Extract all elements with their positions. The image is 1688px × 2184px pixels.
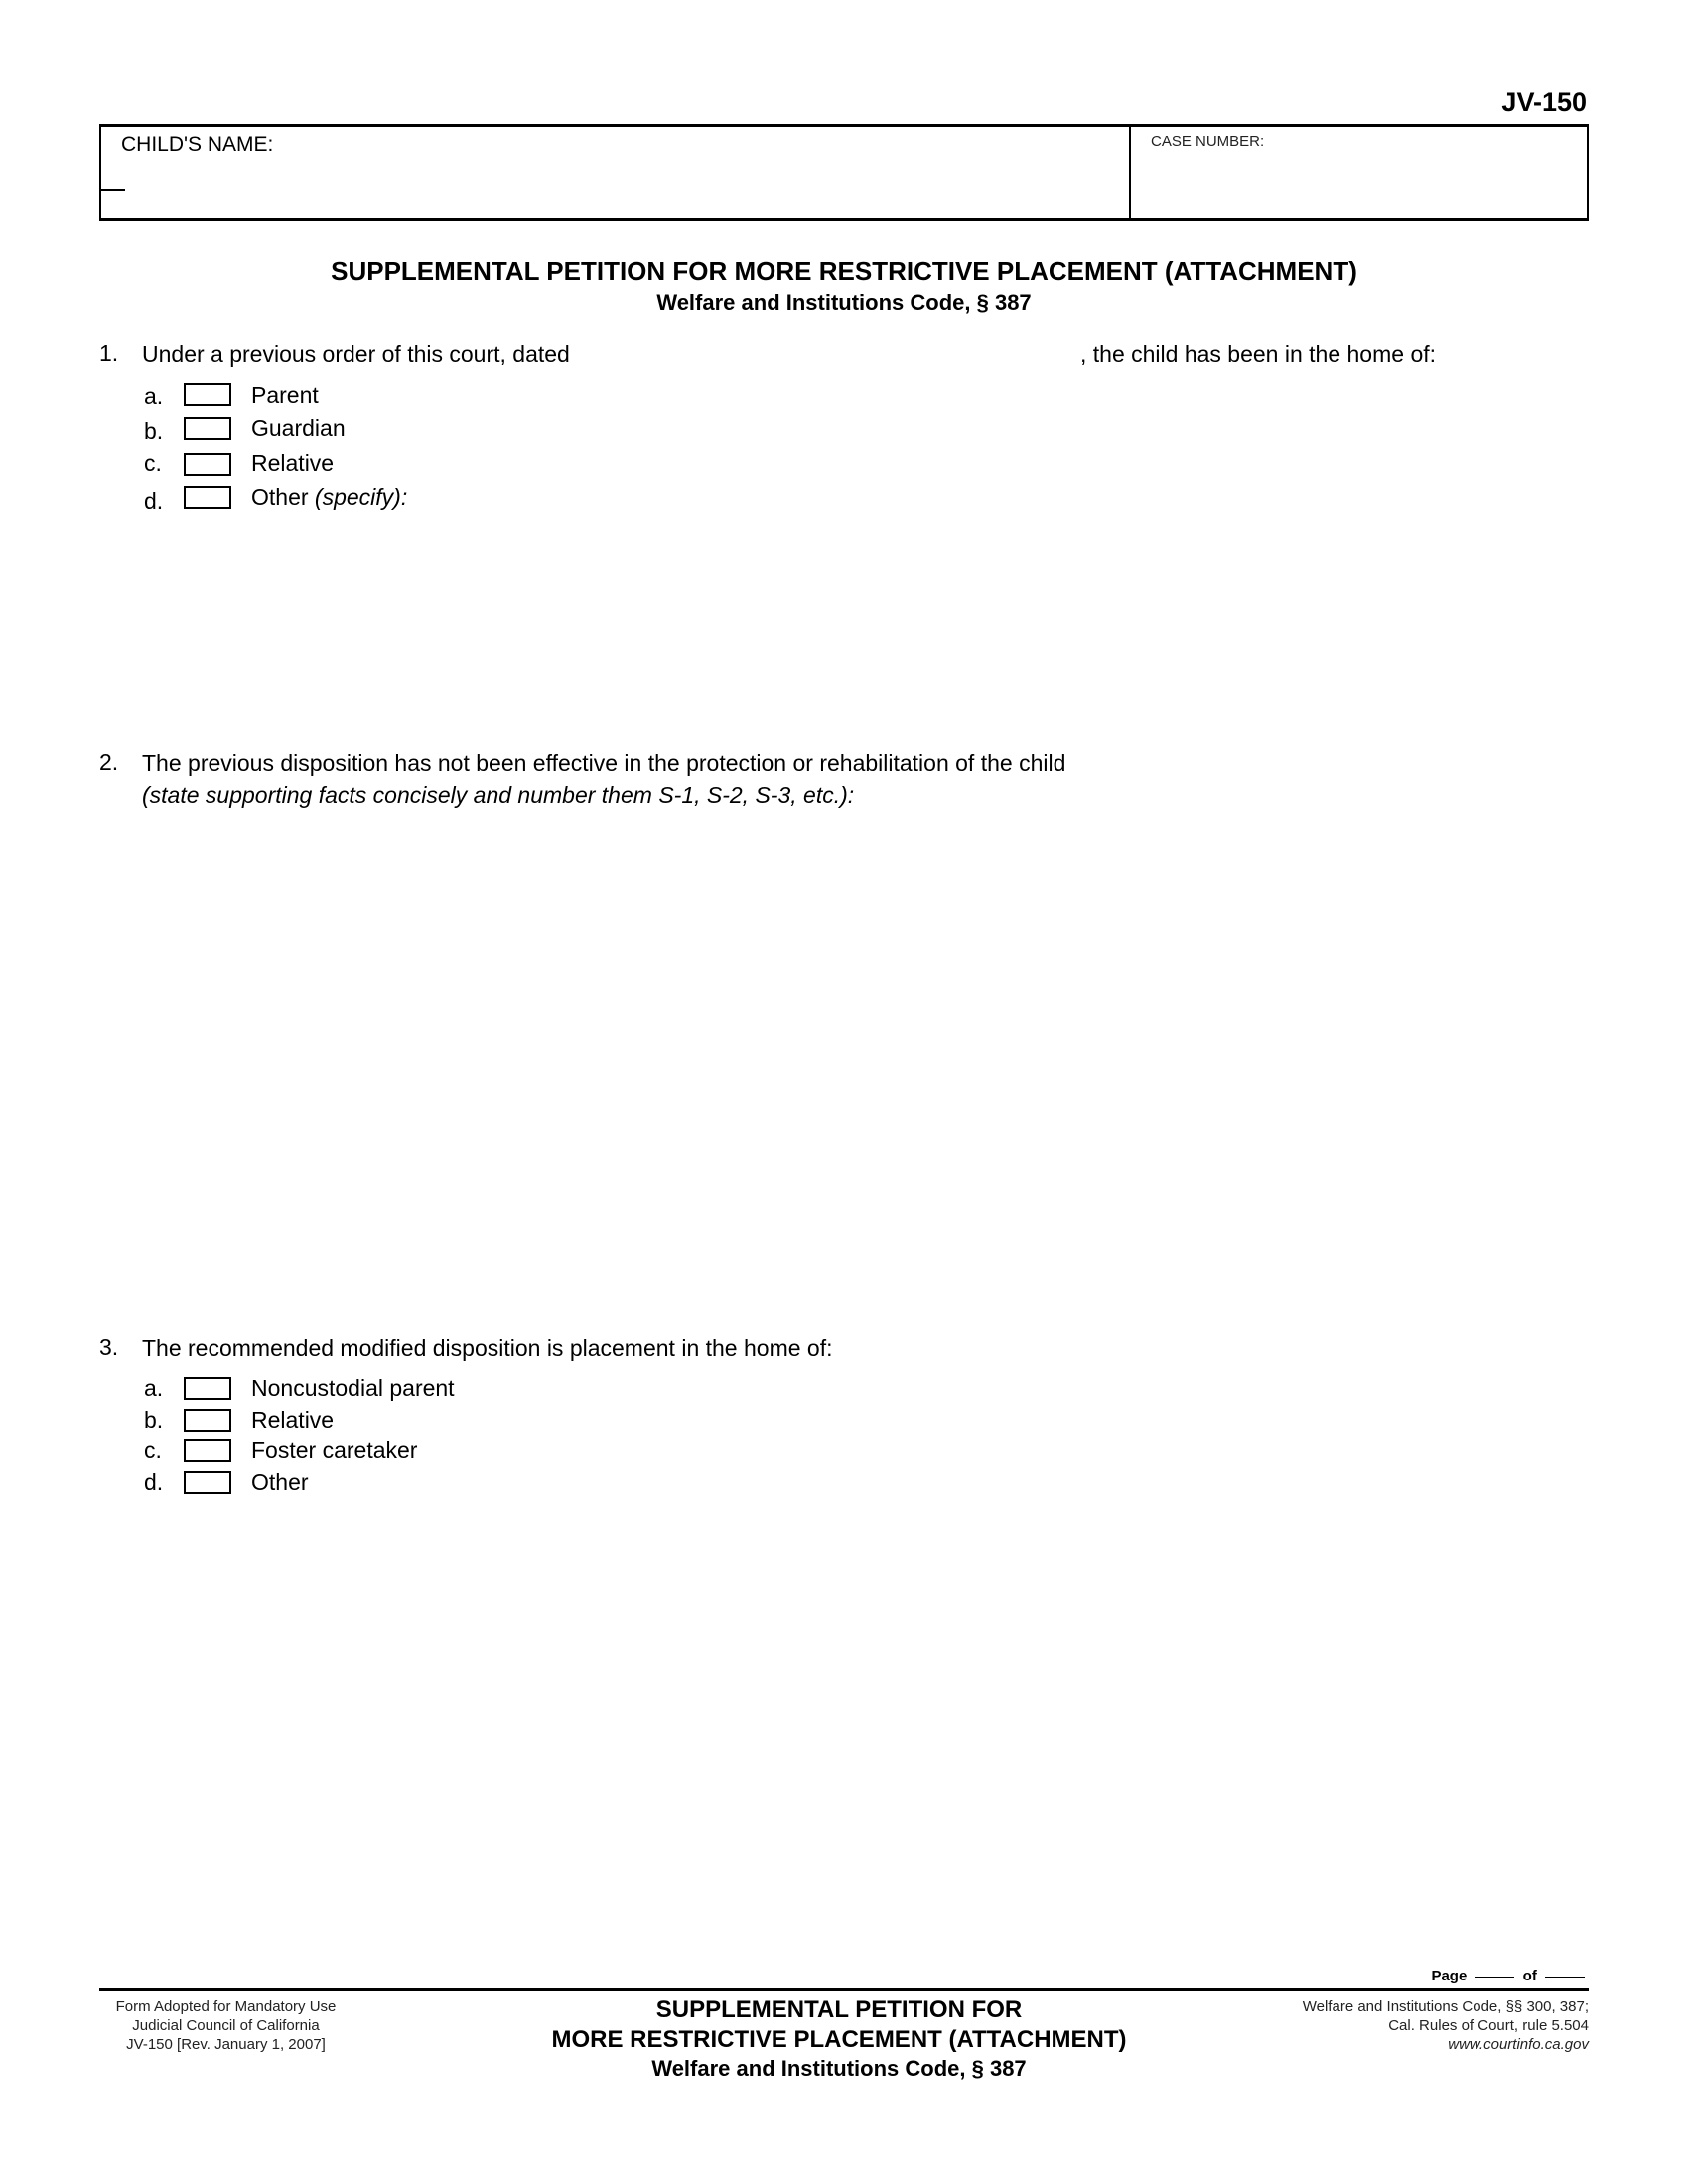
- item1-checkbox-guardian[interactable]: [184, 417, 231, 440]
- item1-label-other-specify: (specify):: [314, 484, 408, 510]
- child-name-input[interactable]: [129, 177, 1106, 208]
- footer-rule: [99, 1988, 1589, 1991]
- footer-left-line: JV-150 [Rev. January 1, 2007]: [126, 2036, 326, 2053]
- item2-text: The previous disposition has not been effective in the protection or rehabilitation of the child: [142, 751, 1066, 776]
- item1-text-after: , the child has been in the home of:: [1080, 341, 1437, 367]
- footer-title-line: MORE RESTRICTIVE PLACEMENT (ATTACHMENT): [551, 2026, 1127, 2053]
- item2-facts-input[interactable]: [142, 824, 1586, 1314]
- item3-label-other: Other: [251, 1469, 309, 1495]
- item2-number: 2.: [99, 750, 119, 775]
- item3-checkbox-foster-caretaker[interactable]: [184, 1439, 231, 1462]
- case-number-label: CASE NUMBER:: [1151, 133, 1265, 150]
- footer-right: [1303, 1997, 1589, 2054]
- footer-left-line: Form Adopted for Mandatory Use: [115, 1998, 337, 2015]
- form-id: JV-150: [1501, 87, 1587, 117]
- order-date-input[interactable]: [608, 341, 1078, 372]
- item3-checkbox-noncustodial-parent[interactable]: [184, 1377, 231, 1400]
- item3-letter-a: a.: [144, 1375, 164, 1401]
- page-count: [1431, 1968, 1589, 1984]
- caption-divider: [1129, 127, 1131, 218]
- case-number-input[interactable]: [1144, 167, 1575, 199]
- item1-letter-b: b.: [144, 418, 164, 444]
- footer-left: [99, 1997, 352, 2054]
- item1-number: 1.: [99, 341, 119, 366]
- item1-label-guardian: Guardian: [251, 415, 346, 441]
- item1-letter-d: d.: [144, 488, 164, 514]
- item1-text-before: Under a previous order of this court, dated: [142, 341, 570, 367]
- footer-title-line: Welfare and Institutions Code, § 387: [651, 2056, 1027, 2081]
- footer-title-line: SUPPLEMENTAL PETITION FOR: [655, 1996, 1023, 2023]
- item3-letter-d: d.: [144, 1469, 164, 1495]
- caption-box: [99, 124, 1589, 221]
- item1-letter-a: a.: [144, 383, 164, 409]
- item1-other-specify-input[interactable]: [251, 521, 1586, 724]
- child-name-label: CHILD'S NAME:: [121, 133, 274, 156]
- item1-label-parent: Parent: [251, 382, 319, 408]
- item1-label-other-text: Other: [251, 484, 309, 510]
- page-title: SUPPLEMENTAL PETITION FOR MORE RESTRICTIVE PLACEMENT (ATTACHMENT): [331, 256, 1357, 286]
- of-label: of: [1522, 1968, 1537, 1984]
- item3-letter-c: c.: [144, 1437, 162, 1463]
- item2-instruction: (state supporting facts concisely and number them S-1, S-2, S-3, etc.):: [142, 782, 855, 808]
- item3-checkbox-relative[interactable]: [184, 1409, 231, 1432]
- footer-left-line: Judicial Council of California: [132, 2017, 320, 2034]
- page-subtitle: Welfare and Institutions Code, § 387: [656, 290, 1032, 315]
- page-number-blank[interactable]: [1475, 1977, 1514, 1978]
- item1-letter-c: c.: [144, 450, 162, 476]
- item1-checkbox-parent[interactable]: [184, 383, 231, 406]
- footer-website-link[interactable]: www.courtinfo.ca.gov: [1448, 2036, 1589, 2053]
- item1-checkbox-relative[interactable]: [184, 453, 231, 476]
- page-total-blank[interactable]: [1545, 1977, 1585, 1978]
- page-label: Page: [1431, 1968, 1468, 1984]
- item3-checkbox-other[interactable]: [184, 1471, 231, 1494]
- item1-checkbox-other[interactable]: [184, 486, 231, 509]
- item3-letter-b: b.: [144, 1407, 164, 1433]
- item3-number: 3.: [99, 1334, 119, 1360]
- footer-right-line: Cal. Rules of Court, rule 5.504: [1388, 2017, 1589, 2034]
- item3-text: The recommended modified disposition is placement in the home of:: [142, 1335, 833, 1361]
- item3-label-foster-caretaker: Foster caretaker: [251, 1437, 418, 1463]
- item3-label-relative: Relative: [251, 1407, 335, 1433]
- item1-label-relative: Relative: [251, 450, 335, 476]
- footer-title: [442, 1995, 1236, 2083]
- child-name-dash: [101, 189, 125, 191]
- footer-right-line: Welfare and Institutions Code, §§ 300, 387;: [1302, 1998, 1589, 2015]
- item1-label-other: [251, 484, 407, 511]
- item3-label-noncustodial-parent: Noncustodial parent: [251, 1375, 455, 1401]
